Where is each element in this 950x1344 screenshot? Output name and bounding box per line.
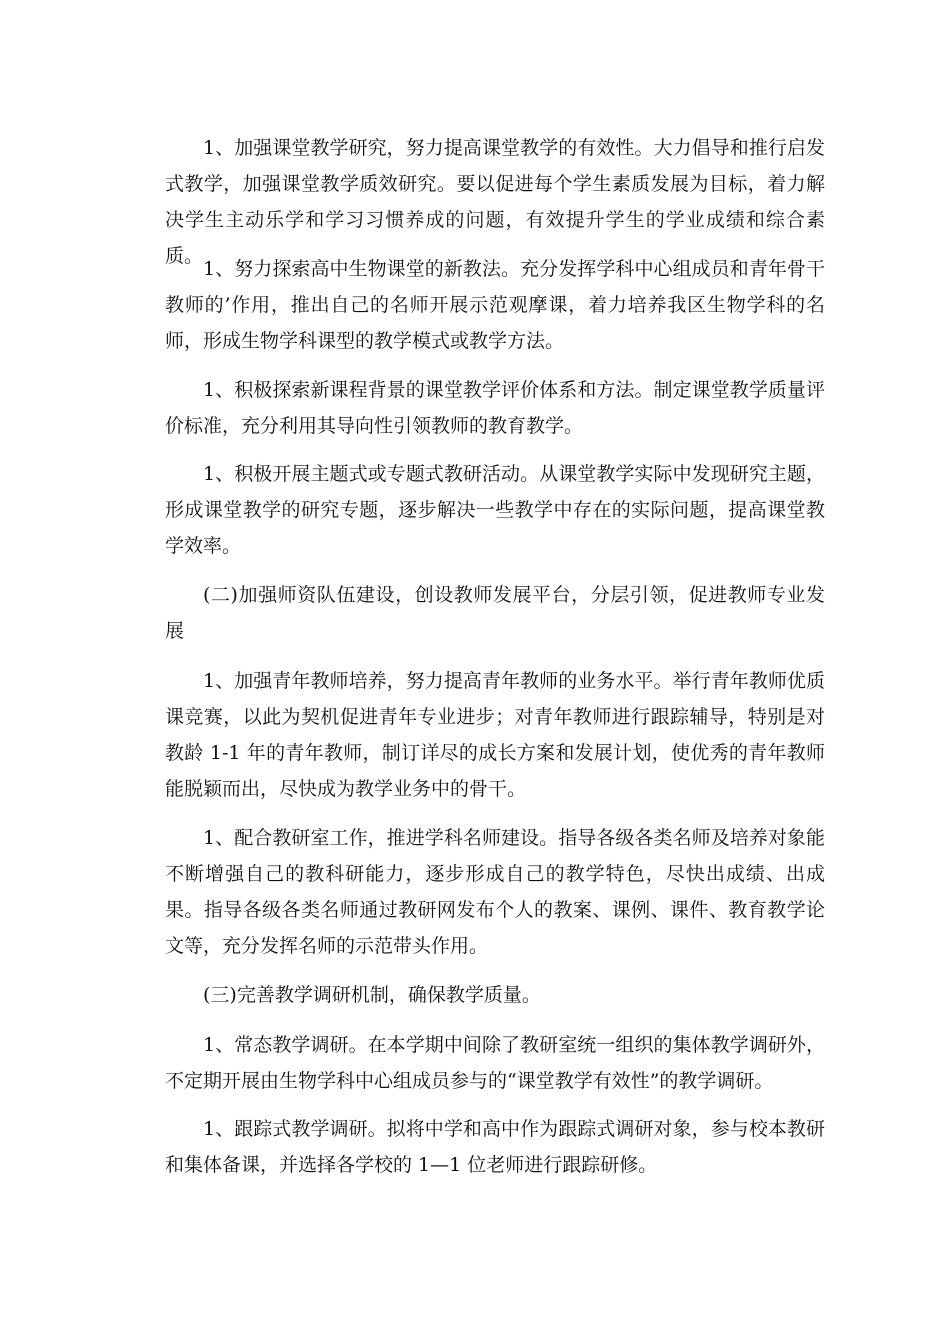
paragraph-4: 1、积极开展主题式或专题式教研活动。从课堂教学实际中发现研究主题，形成课堂教学的研究专题，逐步解决一些教学中存在的实际问题，提高课堂教学效率。 xyxy=(165,463,825,557)
paragraph-6: 1、配合教研室工作，推进学科名师建设。指导各级各类名师及培养对象能不断增强自己的教科研能力，逐步形成自己的教学特色，尽快出成绩、出成果。指导各级各类名师通过教研网发布个人的教案、课例、课件、教育教学论文等，充分发挥名师的示范带头作用。 xyxy=(165,827,825,957)
paragraph-7: 1、常态教学调研。在本学期中间除了教研室统一组织的集体教学调研外，不定期开展由生物学科中心组成员参与的“课堂教学有效性”的教学调研。 xyxy=(165,1034,825,1092)
section-heading-2: (二)加强师资队伍建设，创设教师发展平台，分层引领，促进教师专业发展 xyxy=(165,584,825,642)
paragraph-2: 1、努力探索高中生物课堂的新教法。充分发挥学科中心组成员和青年骨干教师的’作用，推出自己的名师开展示范观摩课，着力培养我区生物学科的名师，形成生物学科课型的教学模式或教学方法。 xyxy=(165,258,825,352)
paragraph-1: 1、加强课堂教学研究，努力提高课堂教学的有效性。大力倡导和推行启发式教学，加强课堂教学质效研究。要以促进每个学生素质发展为目标，着力解决学生主动乐学和学习习惯养成的问题，有效提升学生的学业成绩和综合素质。 xyxy=(165,137,825,267)
paragraph-5: 1、加强青年教师培养，努力提高青年教师的业务水平。举行青年教师优质课竞赛，以此为契机促进青年专业进步；对青年教师进行跟踪辅导，特别是对教龄 1-1 年的青年教师，制订详尽的成长方案和发展计划，使优秀的青年教师能脱颖而出，尽快成为教学业务中的骨干。 xyxy=(165,670,825,800)
paragraph-8: 1、跟踪式教学调研。拟将中学和高中作为跟踪式调研对象，参与校本教研和集体备课，并选择各学校的 1—1 位老师进行跟踪研修。 xyxy=(165,1118,825,1176)
paragraph-3: 1、积极探索新课程背景的课堂教学评价体系和方法。制定课堂教学质量评价标准，充分利用其导向性引领教师的教育教学。 xyxy=(165,379,825,437)
section-heading-3: (三)完善教学调研机制，确保教学质量。 xyxy=(203,984,541,1006)
